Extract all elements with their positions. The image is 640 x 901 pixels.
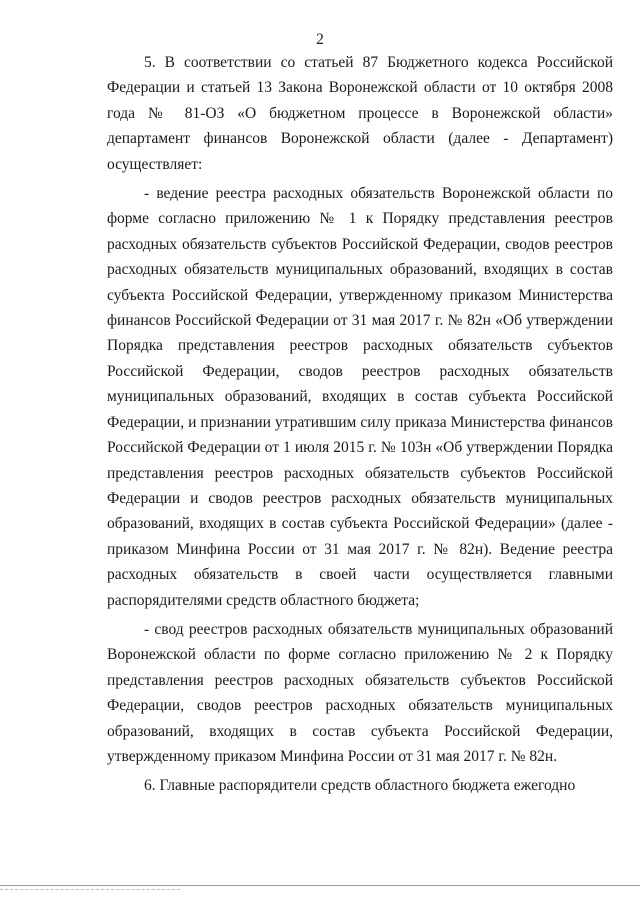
paragraph-registry-summary: - свод реестров расходных обязательств муниципальных образований Воронежской области по форме согласно приложению № 2 к Порядку представления реестров расходных обязательств субъектов Российской Федерации, сводов реестров расходных обязательств муниципальных образований, входящих в состав субъекта Российской Федерации, утвержденному приказом Минфина России от 31 мая 2017 г. № 82н. xyxy=(107,620,613,765)
paragraph-5: 5. В соответствии со статьей 87 Бюджетного кодекса Российской Федерации и статьей 13 Закона Воронежской области от 10 октября 2008 года № 81-ОЗ «О бюджетном процессе в Воронежской области» департамент финансов Воронежской области (далее - Департамент) осуществляет: xyxy=(107,54,613,173)
page-number: 2 xyxy=(316,31,324,48)
footer-rule xyxy=(0,885,640,886)
footer-rule-faint xyxy=(0,889,180,890)
body-text xyxy=(107,50,613,799)
paragraph-6: 6. Главные распорядители средств областного бюджета ежегодно xyxy=(144,777,576,795)
paragraph-registry-maintenance: - ведение реестра расходных обязательств Воронежской области по форме согласно приложению № 1 к Порядку представления реестров расходных обязательств субъектов Российской Федерации, сводов реестров расходных обязательств муниципальных образований, входящих в состав субъекта Российской Федерации, утвержденному приказом Министерства финансов Российской Федерации от 31 мая 2017 г. № 82н «Об утверждении Порядка представления реестров расходных обязательств субъектов Российской Федерации, сводов реестров расходных обязательств муниципальных образований, входящих в состав субъекта Российской Федерации, и признании утратившим силу приказа Министерства финансов Российской Федерации от 1 июля 2015 г. № 103н «Об утверждении Порядка представления реестров расходных обязательств субъектов Российской Федерации и сводов реестров расходных обязательств муниципальных образований, входящих в состав субъекта Российской Федерации» (далее - приказом Минфина России от 31 мая 2017 г. № 82н). Ведение реестра расходных обязательств в своей части осуществляется главными распорядителями средств областного бюджета; xyxy=(107,185,613,609)
